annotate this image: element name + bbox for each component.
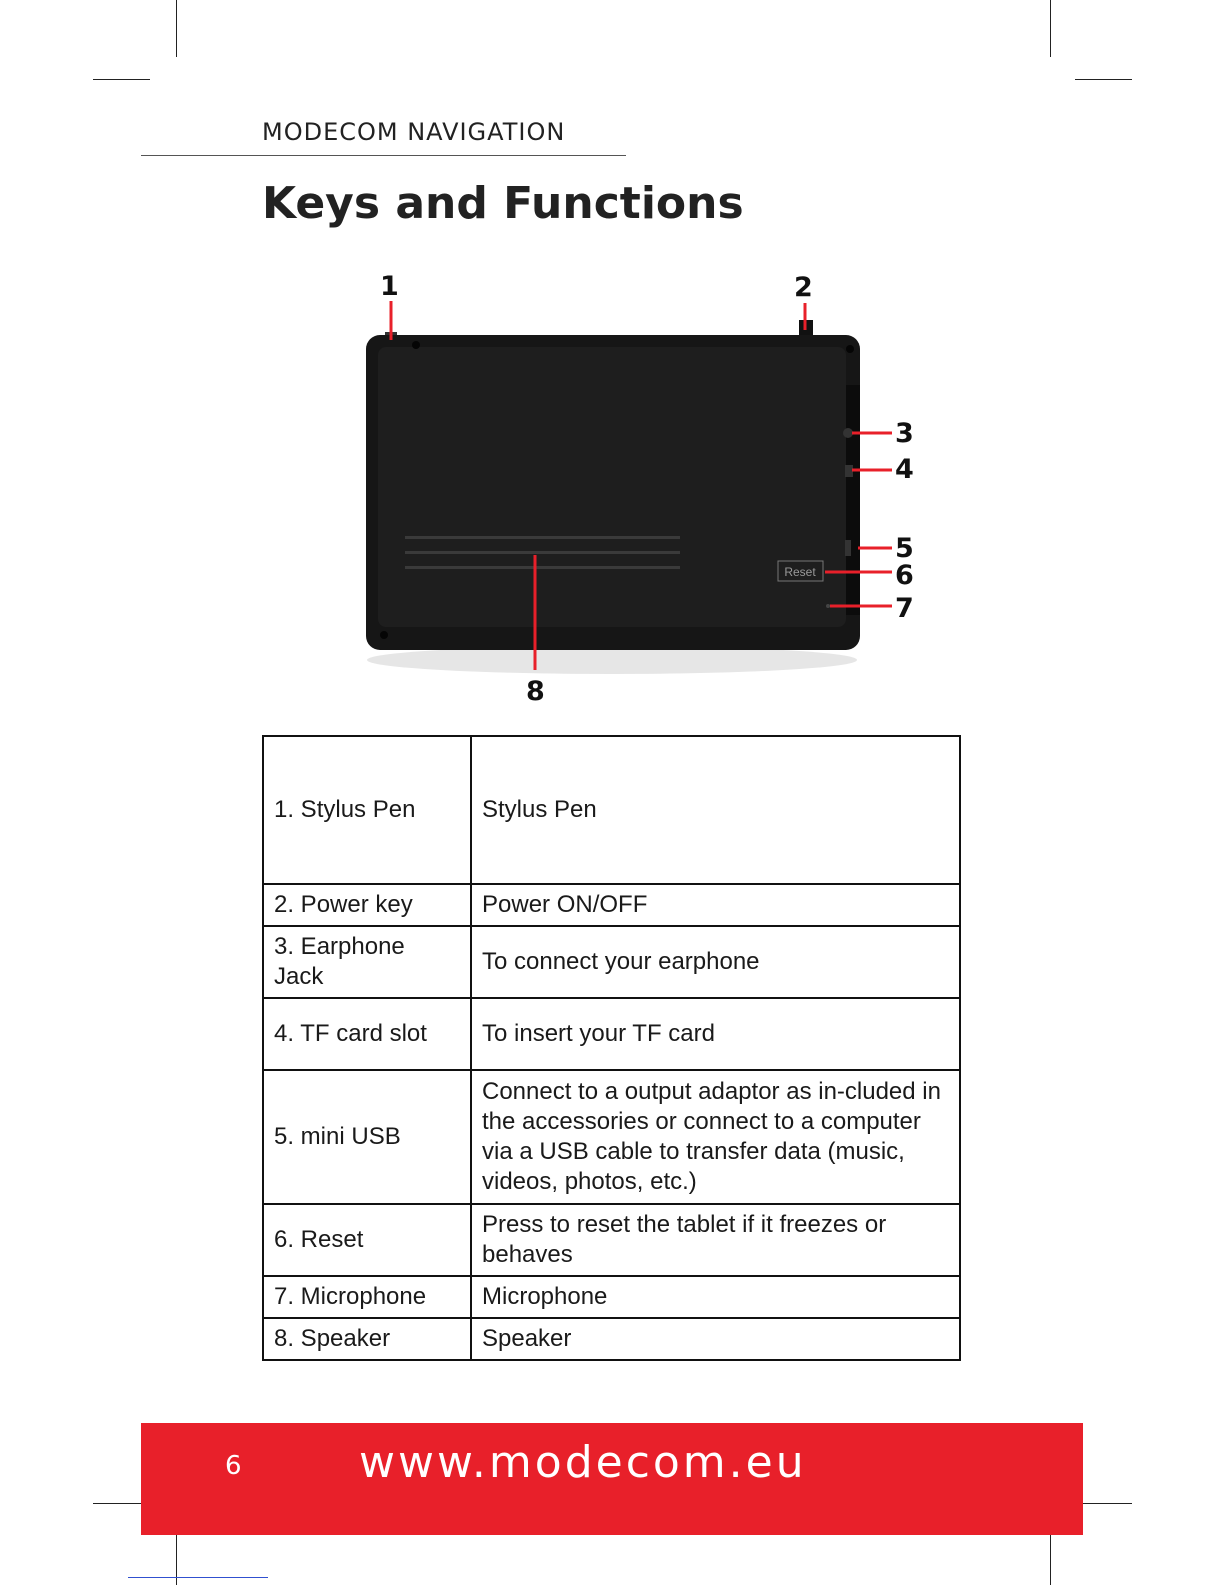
microphone-hole bbox=[826, 604, 830, 608]
key-cell: 6. Reset bbox=[263, 1204, 471, 1276]
key-cell: 2. Power key bbox=[263, 884, 471, 926]
earphone-jack bbox=[843, 428, 853, 438]
function-cell: Press to reset the tablet if it freezes or behaves bbox=[471, 1204, 960, 1276]
table-row bbox=[263, 926, 960, 998]
page-title: Keys and Functions bbox=[262, 178, 744, 229]
tf-card-slot bbox=[845, 465, 853, 477]
bottom-link-underline bbox=[128, 1577, 268, 1578]
key-cell: 1. Stylus Pen bbox=[263, 736, 471, 884]
document-header: MODECOM NAVIGATION bbox=[262, 118, 566, 146]
function-cell: To insert your TF card bbox=[471, 998, 960, 1070]
table-row bbox=[263, 998, 960, 1070]
screw bbox=[412, 341, 420, 349]
crop-mark bbox=[1075, 1503, 1132, 1504]
table-row bbox=[263, 1070, 960, 1204]
key-cell: 3. Earphone Jack bbox=[263, 926, 471, 998]
function-cell: Stylus Pen bbox=[471, 736, 960, 884]
callout-6: 6 bbox=[895, 560, 914, 591]
callout-5: 5 bbox=[895, 533, 914, 564]
function-cell: Speaker bbox=[471, 1318, 960, 1360]
function-cell: Power ON/OFF bbox=[471, 884, 960, 926]
key-cell: 8. Speaker bbox=[263, 1318, 471, 1360]
reset-label: Reset bbox=[784, 565, 816, 579]
function-cell: Connect to a output adaptor as in-cluded in the accessories or connect to a computer via a USB cable to transfer data (music, videos, photos, etc.) bbox=[471, 1070, 960, 1204]
device-back-panel bbox=[378, 347, 846, 627]
key-cell: 7. Microphone bbox=[263, 1276, 471, 1318]
page-number: 6 bbox=[225, 1451, 242, 1481]
callout-3: 3 bbox=[895, 418, 914, 449]
screw bbox=[846, 345, 854, 353]
function-cell: Microphone bbox=[471, 1276, 960, 1318]
callout-7: 7 bbox=[895, 593, 914, 624]
crop-mark bbox=[93, 79, 150, 80]
function-cell: To connect your earphone bbox=[471, 926, 960, 998]
callout-8: 8 bbox=[526, 676, 545, 707]
crop-mark bbox=[1050, 0, 1051, 57]
device-back-figure bbox=[350, 265, 950, 710]
keys-functions-table bbox=[262, 735, 961, 1361]
callout-4: 4 bbox=[895, 454, 914, 485]
crop-mark bbox=[1075, 79, 1132, 80]
table-row bbox=[263, 884, 960, 926]
key-cell: 4. TF card slot bbox=[263, 998, 471, 1070]
crop-mark bbox=[1050, 1528, 1051, 1585]
screw bbox=[380, 631, 388, 639]
device-shadow bbox=[367, 646, 857, 674]
footer-url[interactable]: www.modecom.eu bbox=[359, 1437, 807, 1488]
footer-bar bbox=[141, 1423, 1083, 1535]
callout-1: 1 bbox=[380, 271, 399, 302]
crop-mark bbox=[176, 0, 177, 57]
table-row bbox=[263, 1318, 960, 1360]
mini-usb-port bbox=[845, 540, 851, 556]
callout-2: 2 bbox=[794, 272, 813, 303]
header-divider bbox=[141, 155, 626, 156]
table-row bbox=[263, 736, 960, 884]
table-row bbox=[263, 1276, 960, 1318]
key-cell: 5. mini USB bbox=[263, 1070, 471, 1204]
table-row bbox=[263, 1204, 960, 1276]
device-side-edge bbox=[846, 385, 860, 615]
